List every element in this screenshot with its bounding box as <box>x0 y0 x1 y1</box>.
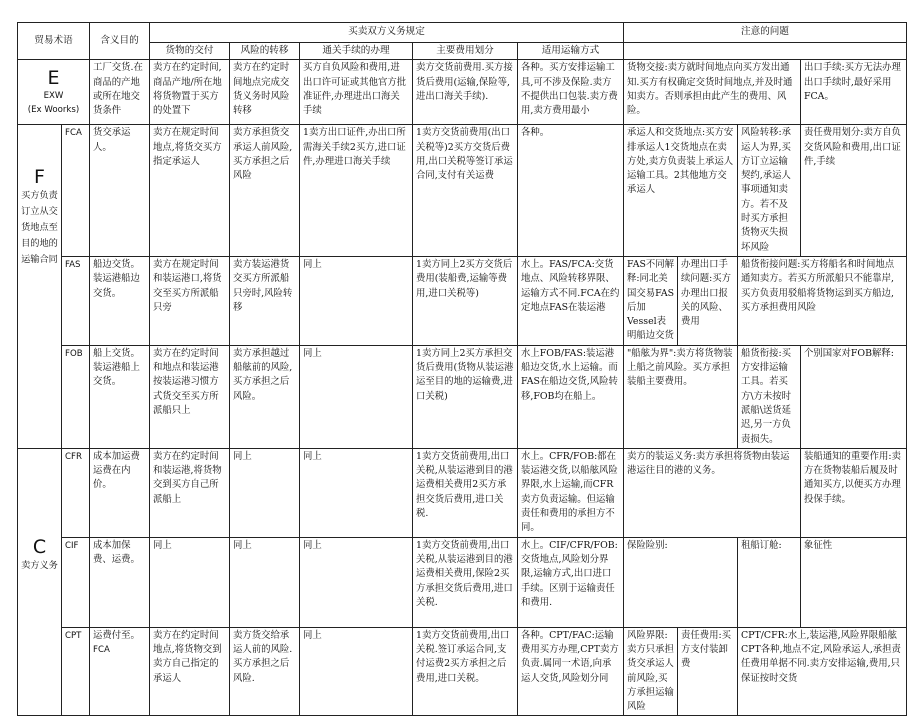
cif-transport: 水上。CIF/CFR/FOB:交货地点,风险划分界限,运输方式,出口进口手续。区别于运输责任和费用. <box>518 537 624 627</box>
cpt-notes: 风险界限:卖方只承担货交承运人前风险,买方承担运输风险 <box>624 627 678 716</box>
cif-notes2: 租船订舱: <box>738 537 801 627</box>
group-f-cell <box>18 125 62 449</box>
exw-delivery: 卖方在约定时间,商品产地/所在地将货物置于买方的处置下 <box>150 60 230 125</box>
group-c-letter: C <box>32 535 47 558</box>
group-e-cell <box>18 60 90 125</box>
fas-notes: FAS不同解释:同北美国交易FAS后加Vessel表明船边交货 <box>624 256 678 345</box>
fas-notes3: 船货衔接问题:买方将船名和时间地点通知卖方。若买方所派船只不能靠岸,买方负责用驳船将货物运到买方船边,买方承担费用风险 <box>738 256 907 345</box>
exw-transport: 各种。买方安排运输工具,可不涉及保险.卖方不提供出口包装.卖方费用,卖方费用最小 <box>518 60 624 125</box>
cfr-notes: 卖方的装运义务:卖方承担将货物由装运港运往目的港的义务。 <box>624 448 801 537</box>
fas-costs: 1卖方同上2买方交货后费用(装船费,运输等费用,进口关税等) <box>413 256 518 345</box>
fob-delivery: 卖方在约定时间和地点和装运港按装运港习惯方式货交至买方所派船只上 <box>150 345 230 448</box>
group-c-desc: 卖方义务 <box>21 559 58 571</box>
exw-costs: 卖方交货前费用.买方接货后费用(运输,保险等,进出口海关手续). <box>413 60 518 125</box>
table-row-cfr <box>18 448 907 537</box>
header-delivery: 货物的交付 <box>150 43 230 60</box>
fas-notes2: 办理出口手续问题:买方办理出口报关的风险、费用 <box>678 256 738 345</box>
cpt-meaning-cell <box>90 627 150 716</box>
fob-term: FOB <box>62 345 90 448</box>
cpt-customs: 同上 <box>300 627 413 716</box>
cpt-costs: 1卖方交货前费用,出口关税.签订承运合同,支付运费2买方承担之后费用,进口关税。 <box>413 627 518 716</box>
fob-customs: 同上 <box>300 345 413 448</box>
cpt-term2: FCA <box>93 644 110 655</box>
header-row-top <box>18 23 907 43</box>
fas-risk: 卖方装运港货交买方所派船只旁时,风险转移 <box>230 256 300 345</box>
trade-terms-table <box>17 22 907 716</box>
cpt-notes2: 责任费用:买方支付装卸费 <box>678 627 738 716</box>
header-obligations: 买卖双方义务规定 <box>150 23 624 43</box>
header-notes: 注意的问题 <box>624 23 907 43</box>
header-transport: 适用运输方式 <box>518 43 624 60</box>
group-e-letter: E <box>47 67 60 90</box>
table-row-exw <box>18 60 907 125</box>
table-row-cif <box>18 537 907 627</box>
cif-delivery: 同上 <box>150 537 230 627</box>
header-meaning: 含义目的 <box>90 23 150 60</box>
cfr-delivery: 卖方在约定时间和装运港,将货物交到买方自己所派船上 <box>150 448 230 537</box>
group-e-code: EXW <box>43 91 64 102</box>
cpt-meaning: 运费付至。 <box>93 629 140 641</box>
cif-term: CIF <box>62 537 90 627</box>
exw-meaning: 工厂交货.在商品的产地或所在地交货条件 <box>90 60 150 125</box>
table-row-fca <box>18 125 907 257</box>
fca-term: FCA <box>62 125 90 257</box>
fca-risk: 卖方承担货交承运人前风险,买方承担之后风险 <box>230 125 300 257</box>
exw-notes2: 出口手续:买方无法办理出口手续时,最好采用FCA。 <box>801 60 907 125</box>
header-costs: 主要费用划分 <box>413 43 518 60</box>
fca-transport: 各种。 <box>518 125 624 257</box>
cpt-risk: 卖方货交给承运人前的风险.买方承担之后风险. <box>230 627 300 716</box>
cif-customs: 同上 <box>300 537 413 627</box>
group-c-cell <box>18 448 62 716</box>
fob-costs: 1卖方同上2买方承担交货后费用(货物从装运港运至目的地的运输费,进口关税) <box>413 345 518 448</box>
fca-customs: 1卖方出口证件,办出口所需海关手续2买方,进口证件,办理进口海关手续 <box>300 125 413 257</box>
cpt-delivery: 卖方在约定时间地点,将货物交到卖方自己指定的承运人 <box>150 627 230 716</box>
cpt-transport: 各种。CPT/FAC:运输费用买方办理,CPT卖方负责.属同一术语,向承运人交货,风险划分同 <box>518 627 624 716</box>
exw-notes: 货物交接:卖方就时间地点向买方发出通知.买方有权确定交货时间地点,并及时通知卖方。否则承担由此产生的费用、风险。 <box>624 60 801 125</box>
cif-notes: 保险险别: <box>624 537 738 627</box>
fob-notes2: 船货衔接:买方安排运输工具。若买方\方未按时派船\送货延迟,另一方负责损失。 <box>738 345 801 448</box>
group-f-letter: F <box>34 166 45 189</box>
cif-costs: 1卖方交货前费用,出口关税,从装运港到目的港运费相关费用,保险2买方承担交货后费用,进口关税. <box>413 537 518 627</box>
header-row-sub <box>18 43 907 60</box>
table-row-fob <box>18 345 907 448</box>
fca-notes2: 风险转移:承运人为界,买方订立运输契约,承运人事项通知卖方。若不及时买方承担货物灭失损坏风险 <box>738 125 801 257</box>
cfr-costs: 1卖方交货前费用,出口关税,从装运港到目的港运费相关费用2买方承担交货后费用,进口关税. <box>413 448 518 537</box>
cfr-transport: 水上。CFR/FOB:都在装运港交货,以船舷风险界限,水上运输,而CFR卖方负责运输。但运输责任和费用的承担方不同。 <box>518 448 624 537</box>
cpt-term-cell <box>62 627 90 716</box>
header-risk: 风险的转移 <box>230 43 300 60</box>
fas-meaning: 船边交货。装运港船边交货。 <box>90 256 150 345</box>
fca-costs: 1卖方交货前费用(出口关税等)2买方交货后费用,出口关税等签订承运合同,支付有关运费 <box>413 125 518 257</box>
header-trade-term: 贸易术语 <box>18 23 90 60</box>
cfr-risk: 同上 <box>230 448 300 537</box>
fas-delivery: 卖方在规定时间和装运港口,将货交至买方所派船只旁 <box>150 256 230 345</box>
cpt-notes3: CPT/CFR:水上,装运港,风险界限船舷CPT各种,地点不定,风险承运人,承担责任费用单据不同.卖方安排运输,费用,只保证按时交货 <box>738 627 907 716</box>
table-row-fas <box>18 256 907 345</box>
fca-notes: 承运人和交货地点:买方安排承运人1交货地点在卖方处,卖方负责装上承运人运输工具。2其他地方交承运人 <box>624 125 738 257</box>
fca-meaning: 货交承运人。 <box>90 125 150 257</box>
fob-risk: 卖方承担越过船舷前的风险,买方承担之后风险。 <box>230 345 300 448</box>
cfr-term: CFR <box>62 448 90 537</box>
fob-meaning: 船上交货。装运港船上交货。 <box>90 345 150 448</box>
header-notes-blank <box>624 43 907 60</box>
table-row-cpt <box>18 627 907 716</box>
fob-notes3: 个别国家对FOB解释: <box>801 345 907 448</box>
exw-risk: 卖方在约定时间地点完成交货义务时风险转移 <box>230 60 300 125</box>
cif-risk: 同上 <box>230 537 300 627</box>
group-f-desc: 买方负责订立从交货地点至目的地的运输合同 <box>21 190 58 266</box>
fob-transport: 水上FOB/FAS:装运港船边交货,水上运输。而FAS在船边交货,风险转移,FOB均在船上。 <box>518 345 624 448</box>
exw-customs: 买方自负风险和费用,进出口许可证或其他官方批准证件,办理进出口海关手续 <box>300 60 413 125</box>
fas-customs: 同上 <box>300 256 413 345</box>
fca-notes3: 责任费用划分:卖方自负交货风险和费用,出口证件,手续 <box>801 125 907 257</box>
cif-meaning: 成本加保费、运费。 <box>90 537 150 627</box>
fca-delivery: 卖方在规定时间地点,将货交买方指定承运人 <box>150 125 230 257</box>
cif-notes3: 象征性 <box>801 537 907 627</box>
cfr-meaning: 成本加运费运费在内价。 <box>90 448 150 537</box>
cfr-customs: 同上 <box>300 448 413 537</box>
header-customs: 通关手续的办理 <box>300 43 413 60</box>
fob-notes: "船舷为界":卖方将货物装上船之前风险。买方承担装船主要费用。 <box>624 345 738 448</box>
fas-transport: 水上。FAS/FCA:交货地点、风险转移界限、运输方式不同.FCA在约定地点FAS在装运港 <box>518 256 624 345</box>
cfr-notes2: 装船通知的重要作用:卖方在货物装船后履及时通知买方,以便买方办理投保手续。 <box>801 448 907 537</box>
fas-term: FAS <box>62 256 90 345</box>
group-e-name: (Ex Woorks) <box>27 105 80 116</box>
cpt-term: CPT <box>65 630 82 641</box>
